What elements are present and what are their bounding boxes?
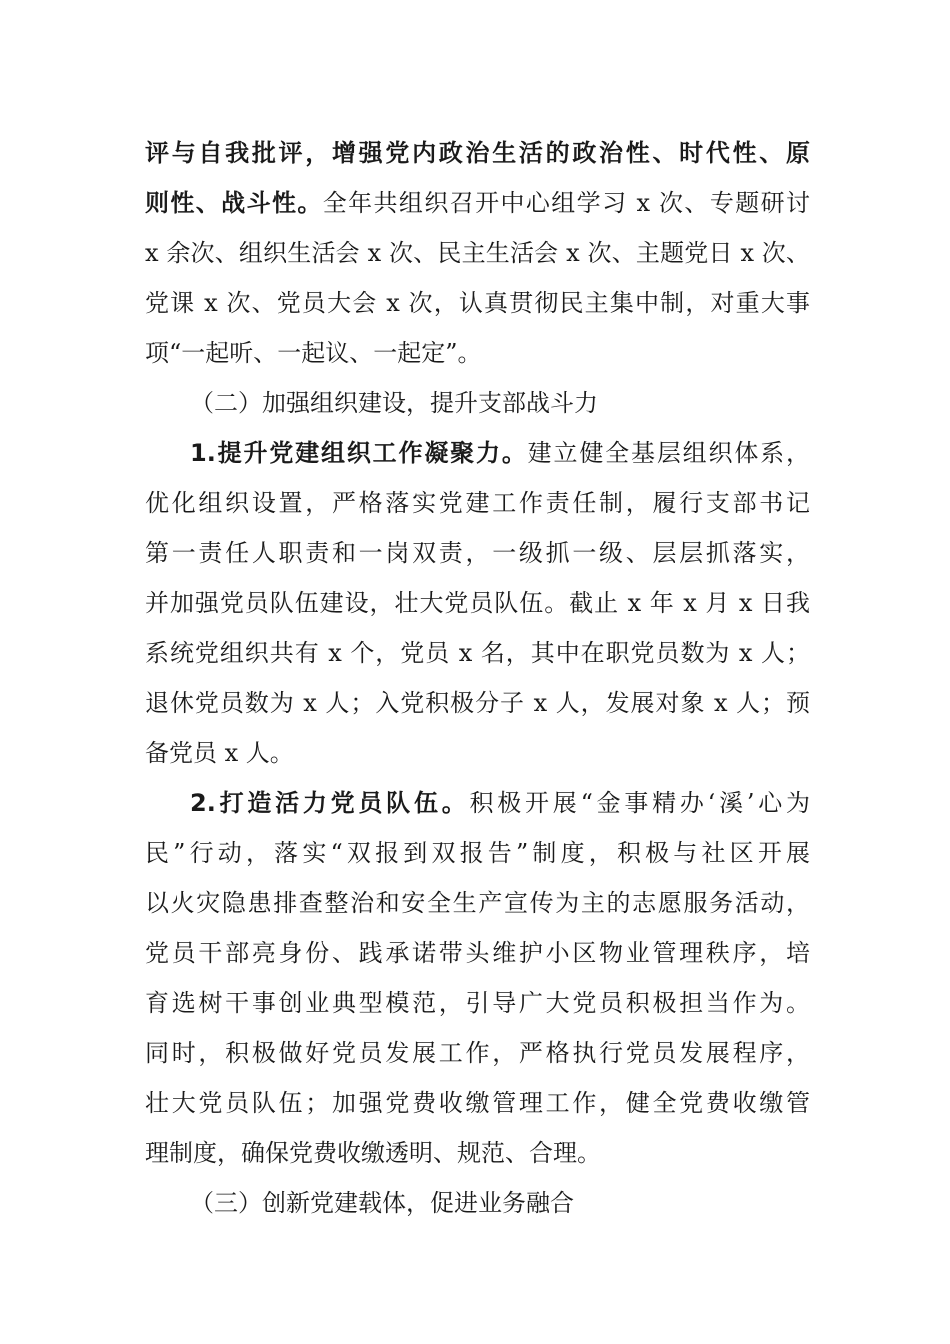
text-line: 并加强党员队伍建设，壮大党员队伍。截止 x 年 x 月 x 日我 xyxy=(145,589,810,617)
text-line: 民”行动，落实“双报到双报告”制度，积极与社区开展 xyxy=(145,839,810,867)
text-line xyxy=(145,778,810,828)
text-line: x 余次、组织生活会 x 次、民主生活会 x 次、主题党日 x 次、 xyxy=(145,239,810,267)
text-line: 评与自我批评，增强党内政治生活的政治性、时代性、原 xyxy=(145,139,810,167)
text-phrase: 全年共组织召开中心组学习 x 次、专题研讨 xyxy=(322,189,810,217)
text-line: 育选树干事创业典型模范，引导广大党员积极担当作为。 xyxy=(145,989,810,1017)
text-line: 壮大党员队伍；加强党费收缴管理工作，健全党费收缴管 xyxy=(145,1089,810,1117)
text-line xyxy=(145,428,810,478)
bold-phrase: 2.打造活力党员队伍。 xyxy=(190,789,470,817)
text-phrase: 积极开展“金事精办‘溪’心为 xyxy=(469,789,810,817)
paragraph-organizational-life xyxy=(145,128,810,378)
text-line: 党课 x 次、党员大会 x 次，认真贯彻民主集中制，对重大事 xyxy=(145,289,810,317)
bold-phrase: 1.提升党建组织工作凝聚力。 xyxy=(190,439,528,467)
section-heading-3: （三）创新党建载体，促进业务融合 xyxy=(190,1189,574,1217)
document-body xyxy=(145,128,810,1228)
paragraph-cohesion xyxy=(145,428,810,778)
text-line: 系统党组织共有 x 个，党员 x 名，其中在职党员数为 x 人； xyxy=(145,639,810,667)
bold-phrase: 则性、战斗性。 xyxy=(145,189,323,217)
text-line: 项“一起听、一起议、一起定”。 xyxy=(145,339,482,367)
text-line: 退休党员数为 x 人；入党积极分子 x 人，发展对象 x 人；预 xyxy=(145,689,810,717)
text-line: 以火灾隐患排查整治和安全生产宣传为主的志愿服务活动， xyxy=(145,889,810,917)
text-line xyxy=(145,178,810,228)
text-line: 党员干部亮身份、践承诺带头维护小区物业管理秩序，培 xyxy=(145,939,810,967)
text-line: 理制度，确保党费收缴透明、规范、合理。 xyxy=(145,1139,601,1167)
text-line: 备党员 x 人。 xyxy=(145,739,294,767)
text-phrase: 建立健全基层组织体系， xyxy=(527,439,810,467)
text-line: 第一责任人职责和一岗双责，一级抓一级、层层抓落实， xyxy=(145,539,810,567)
section-heading-2: （二）加强组织建设，提升支部战斗力 xyxy=(190,389,598,417)
text-line: 优化组织设置，严格落实党建工作责任制，履行支部书记 xyxy=(145,489,810,517)
text-line: 同时，积极做好党员发展工作，严格执行党员发展程序， xyxy=(145,1039,810,1067)
paragraph-member-team xyxy=(145,778,810,1178)
